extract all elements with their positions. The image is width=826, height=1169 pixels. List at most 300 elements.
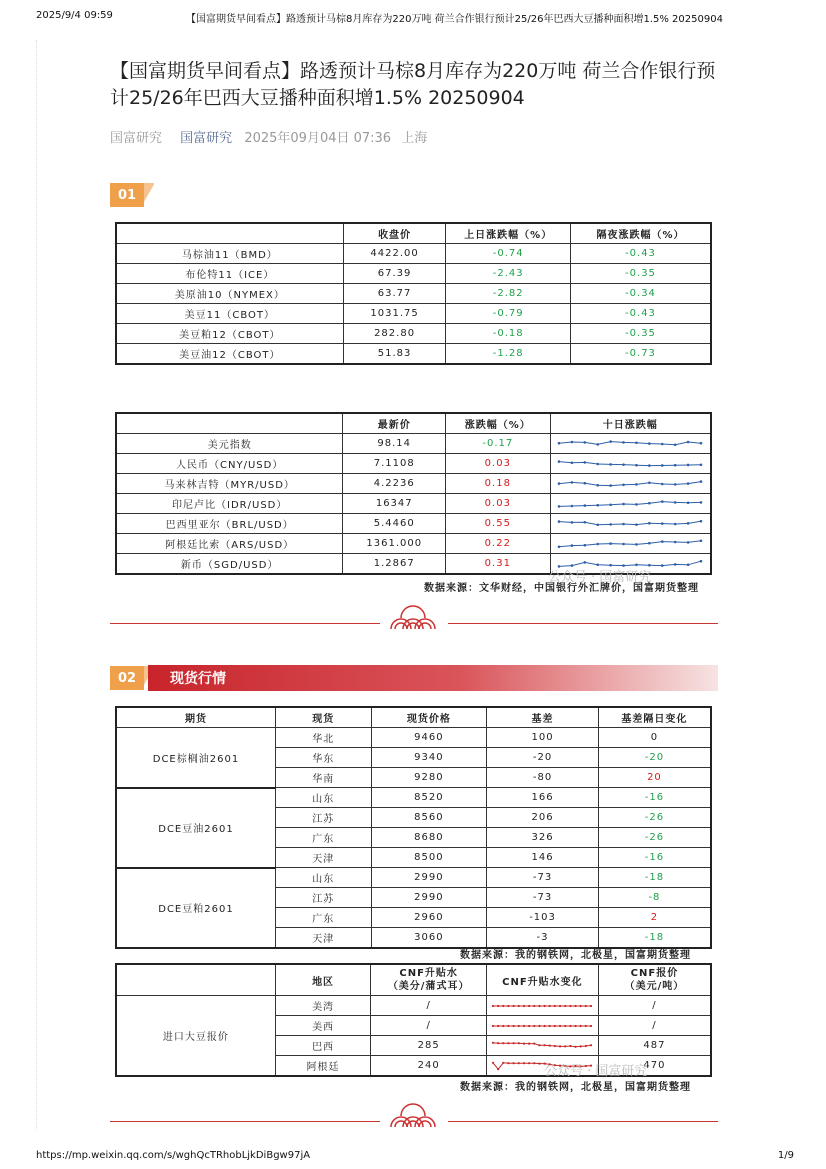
- spark-point: [700, 519, 703, 522]
- spark-point: [570, 1004, 572, 1006]
- header-cell: 基差隔日变化: [598, 707, 711, 728]
- spark-point: [554, 1004, 556, 1006]
- spark-point: [571, 504, 574, 507]
- header-cell: CNF报价 （美元/吨）: [598, 964, 711, 996]
- cnf-sparkline: [489, 1038, 595, 1054]
- spark-point: [497, 1004, 499, 1006]
- spark-point: [623, 502, 626, 505]
- overnight-change: -0.35: [570, 264, 711, 284]
- futures-contract: DCE豆油2601: [116, 788, 275, 868]
- header-cell: CNF升贴水 （美分/蒲式耳）: [371, 964, 487, 996]
- spark-point: [687, 541, 690, 544]
- publish-date: 2025年09月04日 07:36: [244, 131, 392, 146]
- change-pct: -0.17: [446, 434, 550, 454]
- basis: -103: [487, 908, 599, 928]
- spot-price: 3060: [371, 928, 487, 949]
- prev-day-change: -2.43: [446, 264, 571, 284]
- spark-point: [584, 441, 587, 444]
- spark-point: [513, 1004, 515, 1006]
- spot-region: 广东: [275, 908, 371, 928]
- table-row: [116, 304, 711, 324]
- spark-point: [584, 561, 587, 564]
- futures-contract: DCE棕榈油2601: [116, 728, 275, 788]
- futures-table: [115, 222, 712, 365]
- spark-point: [661, 522, 664, 525]
- spark-point: [700, 539, 703, 542]
- spark-point: [558, 545, 561, 548]
- spark-point: [575, 1004, 577, 1006]
- spark-point: [518, 1062, 520, 1064]
- table-row: [116, 244, 711, 264]
- spark-point: [700, 501, 703, 504]
- spark-point: [590, 1004, 592, 1006]
- currency-name: 阿根廷比索（ARS/USD）: [116, 534, 343, 554]
- spark-point: [623, 483, 626, 486]
- spark-line: [559, 441, 701, 444]
- header-cell: 涨跌幅（%）: [446, 413, 550, 434]
- basis: 326: [487, 828, 599, 848]
- spark-point: [549, 1004, 551, 1006]
- header-cell: CNF升贴水变化: [486, 964, 598, 996]
- cnf-premium: 240: [371, 1056, 487, 1077]
- ten-day-sparkline: [555, 496, 705, 512]
- spot-price: 9460: [371, 728, 487, 748]
- author: 国富研究: [110, 131, 163, 146]
- spark-point: [597, 483, 600, 486]
- instrument-name: 美豆油12（CBOT）: [116, 344, 343, 365]
- overnight-change: -0.73: [570, 344, 711, 365]
- ten-day-trend-cell: [550, 454, 711, 474]
- page-url[interactable]: https://mp.weixin.qq.com/s/wghQcTRhobLjkDiBgw97jA: [36, 1150, 311, 1161]
- spark-point: [571, 440, 574, 443]
- watermark: 公众号 · 国富研究: [544, 1064, 648, 1079]
- spark-point: [584, 520, 587, 523]
- change-pct: 0.03: [446, 494, 550, 514]
- spark-point: [558, 505, 561, 508]
- basis: -20: [487, 748, 599, 768]
- spark-point: [623, 542, 626, 545]
- basis-change: 2: [598, 908, 711, 928]
- ten-day-sparkline: [555, 516, 705, 532]
- basis: 206: [487, 808, 599, 828]
- change-pct: 0.03: [446, 454, 550, 474]
- table-row: [116, 494, 711, 514]
- ten-day-trend-cell: [550, 514, 711, 534]
- spark-point: [570, 1044, 572, 1046]
- spark-point: [674, 540, 677, 543]
- divider-right: [448, 1121, 718, 1122]
- spark-point: [565, 1004, 567, 1006]
- basis-change: -8: [598, 888, 711, 908]
- header-cell: 基差: [487, 707, 599, 728]
- spark-point: [687, 482, 690, 485]
- spark-point: [528, 1004, 530, 1006]
- spark-point: [497, 1042, 499, 1044]
- spot-price: 9340: [371, 748, 487, 768]
- spark-point: [534, 1042, 536, 1044]
- spark-point: [523, 1004, 525, 1006]
- cnf-premium-trend-cell: [486, 1036, 598, 1056]
- ten-day-trend-cell: [550, 534, 711, 554]
- spark-point: [518, 1004, 520, 1006]
- spark-point: [648, 501, 651, 504]
- spark-point: [503, 1024, 505, 1026]
- cnf-sparkline: [489, 1018, 595, 1034]
- instrument-name: 马棕油11（BMD）: [116, 244, 343, 264]
- close-price: 282.80: [343, 324, 446, 344]
- divider-right: [448, 623, 718, 624]
- spot-region: 山东: [275, 868, 371, 888]
- table-header-row: [116, 707, 711, 728]
- table-row: [116, 284, 711, 304]
- currency-name: 马来林吉特（MYR/USD）: [116, 474, 343, 494]
- print-tab-title: 【国富期货早间看点】路透预计马棕8月库存为220万吨 荷兰合作银行预计25/26年巴西大豆播种面积增1.5% 20250904: [186, 14, 723, 25]
- spark-point: [648, 481, 651, 484]
- page-number: 1/9: [777, 1150, 794, 1161]
- basis-change: -18: [598, 868, 711, 888]
- spark-point: [497, 1068, 499, 1070]
- spark-point: [623, 522, 626, 525]
- prev-day-change: -0.18: [446, 324, 571, 344]
- spark-point: [585, 1004, 587, 1006]
- spot-table: [115, 706, 712, 949]
- spark-point: [700, 480, 703, 483]
- spark-point: [554, 1044, 556, 1046]
- spark-point: [503, 1004, 505, 1006]
- source-note: 数据来源：我的钢铁网，北极星，国富期货整理: [460, 950, 691, 961]
- spark-point: [674, 501, 677, 504]
- spark-point: [584, 504, 587, 507]
- spark-point: [513, 1024, 515, 1026]
- spark-point: [518, 1024, 520, 1026]
- basis-change: 0: [598, 728, 711, 748]
- latest-price: 16347: [343, 494, 446, 514]
- basis-change: -26: [598, 828, 711, 848]
- spark-line: [559, 540, 701, 546]
- spark-point: [597, 542, 600, 545]
- ten-day-trend-cell: [550, 434, 711, 454]
- instrument-name: 美原油10（NYMEX）: [116, 284, 343, 304]
- section-title: 现货行情: [170, 671, 226, 687]
- cnf-premium-trend-cell: [486, 1016, 598, 1036]
- spark-point: [558, 520, 561, 523]
- ten-day-sparkline: [555, 536, 705, 552]
- spark-point: [661, 464, 664, 467]
- spark-point: [539, 1062, 541, 1064]
- basis-change: -20: [598, 748, 711, 768]
- spot-region: 天津: [275, 928, 371, 949]
- spark-point: [508, 1024, 510, 1026]
- spark-point: [508, 1004, 510, 1006]
- spark-point: [674, 443, 677, 446]
- spark-point: [635, 523, 638, 526]
- header-cell: 现货价格: [371, 707, 487, 728]
- table-row: [116, 514, 711, 534]
- spot-price: 8560: [371, 808, 487, 828]
- spark-point: [674, 563, 677, 566]
- header-cell: 最新价: [343, 413, 446, 434]
- spark-point: [661, 500, 664, 503]
- origin-region: 美湾: [275, 996, 371, 1016]
- spark-point: [700, 559, 703, 562]
- spark-point: [558, 482, 561, 485]
- change-pct: 0.55: [446, 514, 550, 534]
- cnf-quote: /: [598, 1016, 711, 1036]
- source-note: 数据来源：我的钢铁网，北极星，国富期货整理: [460, 1082, 691, 1093]
- spark-point: [580, 1024, 582, 1026]
- basis: -3: [487, 928, 599, 949]
- basis-change: -18: [598, 928, 711, 949]
- spark-point: [571, 481, 574, 484]
- spark-point: [661, 540, 664, 543]
- spark-point: [565, 1045, 567, 1047]
- spark-point: [559, 1045, 561, 1047]
- spark-point: [648, 442, 651, 445]
- fx-table: [115, 412, 712, 575]
- change-pct: 0.31: [446, 554, 550, 575]
- spark-point: [590, 1024, 592, 1026]
- spark-point: [635, 483, 638, 486]
- table-row: [116, 434, 711, 454]
- spot-region: 江苏: [275, 888, 371, 908]
- spot-price: 8680: [371, 828, 487, 848]
- spark-point: [610, 484, 613, 487]
- table-header-row: [116, 223, 711, 244]
- spark-point: [497, 1024, 499, 1026]
- spark-point: [610, 542, 613, 545]
- divider-left: [110, 1121, 380, 1122]
- latest-price: 7.1108: [343, 454, 446, 474]
- spark-point: [661, 482, 664, 485]
- spark-point: [492, 1061, 494, 1063]
- publish-location: 上海: [401, 131, 428, 146]
- table-row: [116, 728, 711, 748]
- spark-point: [549, 1024, 551, 1026]
- spark-point: [575, 1045, 577, 1047]
- spark-point: [508, 1062, 510, 1064]
- spark-point: [687, 440, 690, 443]
- spark-point: [610, 463, 613, 466]
- spark-point: [700, 463, 703, 466]
- spark-point: [528, 1042, 530, 1044]
- spark-point: [648, 464, 651, 467]
- spark-point: [687, 501, 690, 504]
- spot-region: 天津: [275, 848, 371, 868]
- origin-region: 美西: [275, 1016, 371, 1036]
- print-datetime: 2025/9/4 09:59: [36, 10, 113, 21]
- table-row: [116, 474, 711, 494]
- close-price: 4422.00: [343, 244, 446, 264]
- cnf-premium: /: [371, 1016, 487, 1036]
- basis: 146: [487, 848, 599, 868]
- spark-point: [575, 1024, 577, 1026]
- spark-point: [544, 1004, 546, 1006]
- cnf-premium: 285: [371, 1036, 487, 1056]
- cnf-quote: /: [598, 996, 711, 1016]
- spark-point: [513, 1062, 515, 1064]
- spark-point: [549, 1044, 551, 1046]
- spot-price: 2960: [371, 908, 487, 928]
- spark-point: [571, 521, 574, 524]
- futures-contract: DCE豆粕2601: [116, 868, 275, 949]
- spark-point: [584, 481, 587, 484]
- spot-price: 8520: [371, 788, 487, 808]
- origin-region: 阿根廷: [275, 1056, 371, 1077]
- latest-price: 5.4460: [343, 514, 446, 534]
- overnight-change: -0.43: [570, 244, 711, 264]
- prev-day-change: -1.28: [446, 344, 571, 365]
- basis: -80: [487, 768, 599, 788]
- spark-point: [544, 1024, 546, 1026]
- cnf-premium: /: [371, 996, 487, 1016]
- spot-region: 山东: [275, 788, 371, 808]
- section-title-band: [148, 665, 718, 691]
- close-price: 63.77: [343, 284, 446, 304]
- cnf-quote: 470: [598, 1056, 711, 1077]
- spark-point: [544, 1044, 546, 1046]
- spark-point: [597, 443, 600, 446]
- header-cell: 收盘价: [343, 223, 446, 244]
- spot-region: 江苏: [275, 808, 371, 828]
- currency-name: 人民币（CNY/USD）: [116, 454, 343, 474]
- cnf-quote: 487: [598, 1036, 711, 1056]
- spot-region: 广东: [275, 828, 371, 848]
- table-row: [116, 264, 711, 284]
- spot-price: 8500: [371, 848, 487, 868]
- close-price: 1031.75: [343, 304, 446, 324]
- spark-point: [610, 523, 613, 526]
- ten-day-trend-cell: [550, 474, 711, 494]
- spark-point: [534, 1004, 536, 1006]
- spark-point: [610, 440, 613, 443]
- ten-day-sparkline: [555, 456, 705, 472]
- basis-change: -16: [598, 788, 711, 808]
- currency-name: 美元指数: [116, 434, 343, 454]
- table-header-row: [116, 964, 711, 996]
- left-margin-line: [36, 40, 38, 1130]
- spark-point: [597, 462, 600, 465]
- spot-price: 2990: [371, 888, 487, 908]
- overnight-change: -0.34: [570, 284, 711, 304]
- instrument-name: 美豆粕12（CBOT）: [116, 324, 343, 344]
- spark-point: [585, 1044, 587, 1046]
- cloud-ornament-icon: [388, 604, 438, 630]
- header-cell: 隔夜涨跌幅（%）: [570, 223, 711, 244]
- spark-point: [610, 503, 613, 506]
- prev-day-change: -0.79: [446, 304, 571, 324]
- header-cell: 期货: [116, 707, 275, 728]
- origin-region: 巴西: [275, 1036, 371, 1056]
- spark-point: [558, 441, 561, 444]
- spark-point: [597, 523, 600, 526]
- spot-price: 9280: [371, 768, 487, 788]
- spark-point: [565, 1024, 567, 1026]
- spark-point: [635, 441, 638, 444]
- close-price: 51.83: [343, 344, 446, 365]
- spark-point: [571, 544, 574, 547]
- spark-point: [584, 461, 587, 464]
- spark-point: [492, 1004, 494, 1006]
- table-header-row: [116, 413, 711, 434]
- spark-point: [523, 1062, 525, 1064]
- spark-point: [492, 1041, 494, 1043]
- spark-point: [503, 1061, 505, 1063]
- spark-point: [687, 522, 690, 525]
- spark-point: [528, 1024, 530, 1026]
- watermark: 公众号 · 国富研究: [548, 570, 652, 585]
- spark-point: [648, 541, 651, 544]
- spark-point: [570, 1024, 572, 1026]
- spark-point: [674, 463, 677, 466]
- spark-point: [687, 563, 690, 566]
- spark-point: [539, 1044, 541, 1046]
- prev-day-change: -0.74: [446, 244, 571, 264]
- basis: -73: [487, 868, 599, 888]
- spark-point: [554, 1024, 556, 1026]
- basis: 100: [487, 728, 599, 748]
- basis-change: -16: [598, 848, 711, 868]
- overnight-change: -0.35: [570, 324, 711, 344]
- spark-point: [635, 463, 638, 466]
- header-cell: 上日涨跌幅（%）: [446, 223, 571, 244]
- spark-point: [523, 1042, 525, 1044]
- spark-line: [559, 461, 701, 465]
- latest-price: 98.14: [343, 434, 446, 454]
- spark-point: [597, 503, 600, 506]
- spot-region: 华北: [275, 728, 371, 748]
- spark-point: [503, 1042, 505, 1044]
- spark-point: [539, 1004, 541, 1006]
- table-row: [116, 344, 711, 365]
- spark-point: [580, 1004, 582, 1006]
- spark-line: [559, 521, 701, 525]
- currency-name: 新币（SGD/USD）: [116, 554, 343, 575]
- section-badge-02: 02: [110, 666, 144, 690]
- basis-change: 20: [598, 768, 711, 788]
- header-cell: 地区: [275, 964, 371, 996]
- spark-point: [584, 543, 587, 546]
- table-row: [116, 996, 711, 1016]
- ten-day-trend-cell: [550, 494, 711, 514]
- latest-price: 1.2867: [343, 554, 446, 575]
- table-row: [116, 454, 711, 474]
- cnf-premium-trend-cell: [486, 996, 598, 1016]
- change-pct: 0.22: [446, 534, 550, 554]
- ten-day-sparkline: [555, 436, 705, 452]
- spark-point: [700, 441, 703, 444]
- section-badge-01: 01: [110, 183, 144, 207]
- table-row: [116, 788, 711, 808]
- spark-point: [571, 461, 574, 464]
- close-price: 67.39: [343, 264, 446, 284]
- prev-day-change: -2.82: [446, 284, 571, 304]
- import-group-label: 进口大豆报价: [116, 996, 275, 1077]
- header-cell: [116, 413, 343, 434]
- ten-day-sparkline: [555, 476, 705, 492]
- account-link[interactable]: 国富研究: [180, 131, 233, 146]
- spark-point: [648, 521, 651, 524]
- table-row: [116, 534, 711, 554]
- header-cell: 十日涨跌幅: [550, 413, 711, 434]
- spark-point: [559, 1024, 561, 1026]
- spark-point: [508, 1042, 510, 1044]
- spot-region: 华南: [275, 768, 371, 788]
- change-pct: 0.18: [446, 474, 550, 494]
- spark-point: [580, 1045, 582, 1047]
- source-note: 数据来源：文华财经，中国银行外汇牌价，国富期货整理: [424, 583, 699, 594]
- spark-point: [674, 522, 677, 525]
- basis: -73: [487, 888, 599, 908]
